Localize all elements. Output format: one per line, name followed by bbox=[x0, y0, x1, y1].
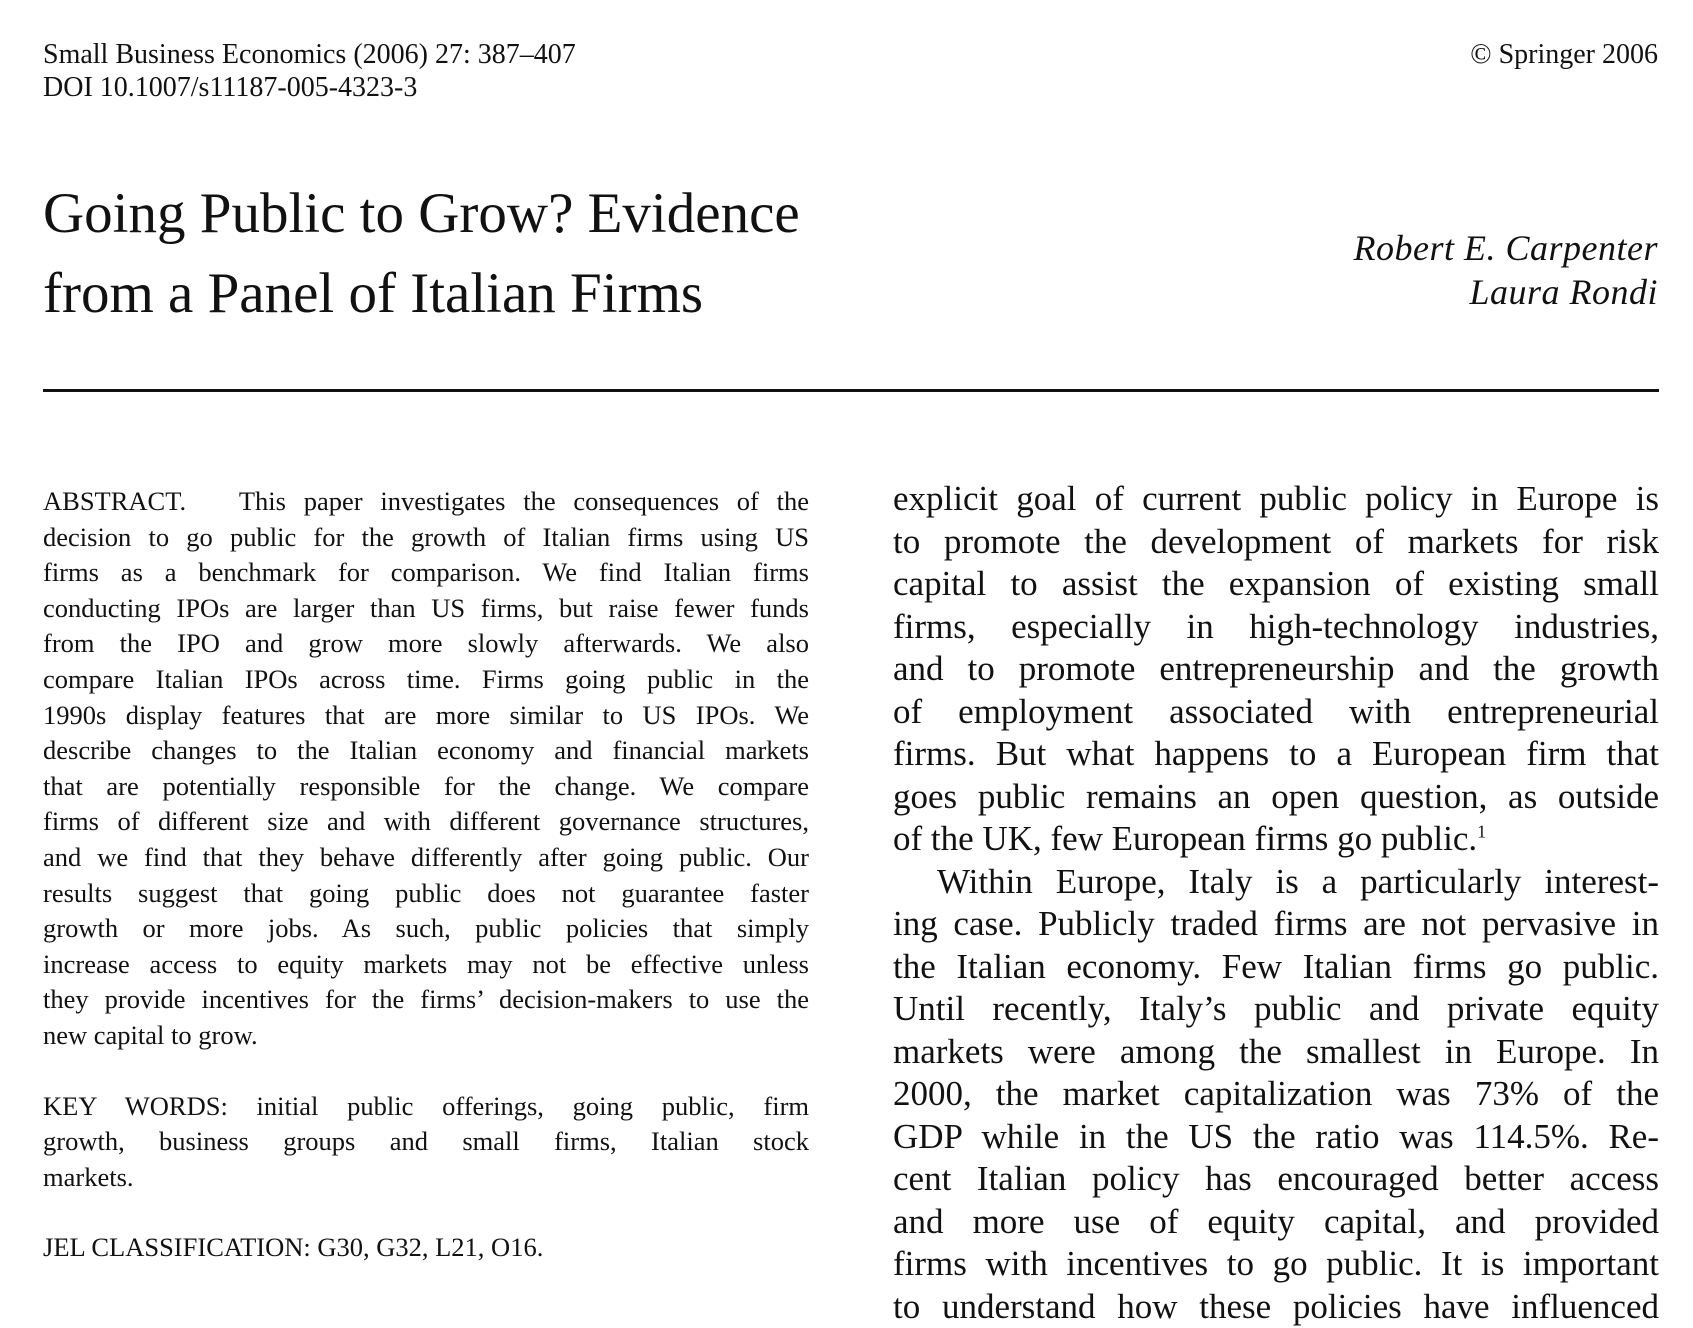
body-line: to promote the development of markets for risk bbox=[893, 521, 1659, 564]
body-line: ing case. Publicly traded firms are not pervasive in bbox=[893, 903, 1659, 946]
body-line: markets were among the smallest in Europe. In bbox=[893, 1031, 1659, 1074]
abstract-line: results suggest that going public does not guarantee faster bbox=[43, 876, 809, 912]
abstract bbox=[43, 484, 809, 1054]
abstract-line: and we find that they behave differently after going public. Our bbox=[43, 840, 809, 876]
title-line-2: from a Panel of Italian Firms bbox=[43, 254, 800, 334]
body-line: explicit goal of current public policy in Europe is bbox=[893, 478, 1659, 521]
copyright: © Springer 2006 bbox=[1470, 38, 1658, 71]
abstract-line: conducting IPOs are larger than US firms, but raise fewer funds bbox=[43, 591, 809, 627]
body-line: firms, especially in high-technology industries, bbox=[893, 606, 1659, 649]
abstract-line: decision to go public for the growth of Italian firms using US bbox=[43, 520, 809, 556]
body-line: and more use of equity capital, and provided bbox=[893, 1201, 1659, 1244]
doi: DOI 10.1007/s11187-005-4323-3 bbox=[43, 71, 576, 104]
body-line: goes public remains an open question, as outside bbox=[893, 776, 1659, 819]
title-line-1: Going Public to Grow? Evidence bbox=[43, 174, 800, 254]
abstract-line: compare Italian IPOs across time. Firms going public in the bbox=[43, 662, 809, 698]
right-column bbox=[893, 478, 1659, 1328]
body-line: 2000, the market capitalization was 73% of the bbox=[893, 1073, 1659, 1116]
abstract-line: increase access to equity markets may not be effective unless bbox=[43, 947, 809, 983]
keywords-line: markets. bbox=[43, 1160, 809, 1196]
journal-info bbox=[43, 38, 576, 104]
header-rule bbox=[43, 389, 1659, 392]
body-line: and to promote entrepreneurship and the growth bbox=[893, 648, 1659, 691]
jel-classification bbox=[43, 1230, 809, 1266]
abstract-line: from the IPO and grow more slowly afterwards. We also bbox=[43, 626, 809, 662]
body-line: GDP while in the US the ratio was 114.5%. Re- bbox=[893, 1116, 1659, 1159]
abstract-line: firms of different size and with different governance structures, bbox=[43, 804, 809, 840]
body-line: cent Italian policy has encouraged better access bbox=[893, 1158, 1659, 1201]
body-line: of the UK, few European firms go public.$^1$ bbox=[893, 818, 1659, 861]
keywords-line: growth, business groups and small firms, Italian stock bbox=[43, 1124, 809, 1160]
body-line: the Italian economy. Few Italian firms go public. bbox=[893, 946, 1659, 989]
body-line-cut: to understand how these policies have influenced bbox=[893, 1286, 1659, 1328]
abstract-line: that are potentially responsible for the change. We compare bbox=[43, 769, 809, 805]
keywords bbox=[43, 1089, 809, 1196]
journal-citation: Small Business Economics (2006) 27: 387–407 bbox=[43, 38, 576, 71]
keywords-line: KEY WORDS: initial public offerings, going public, firm bbox=[43, 1089, 809, 1125]
abstract-line: new capital to grow. bbox=[43, 1018, 809, 1054]
abstract-line: growth or more jobs. As such, public policies that simply bbox=[43, 911, 809, 947]
abstract-label: ABSTRACT. bbox=[43, 486, 186, 516]
abstract-line: they provide incentives for the firms’ decision-makers to use the bbox=[43, 982, 809, 1018]
footnote-marker[interactable]: 1 bbox=[1477, 821, 1486, 841]
body-paragraph-2 bbox=[893, 861, 1659, 1328]
body-line: capital to assist the expansion of existing small bbox=[893, 563, 1659, 606]
abstract-line: 1990s display features that are more similar to US IPOs. We bbox=[43, 698, 809, 734]
abstract-line: ABSTRACT. This paper investigates the consequences of the bbox=[43, 484, 809, 520]
abstract-line: describe changes to the Italian economy and financial markets bbox=[43, 733, 809, 769]
left-column bbox=[43, 484, 809, 1301]
authors bbox=[1354, 226, 1658, 314]
body-line: Until recently, Italy’s public and private equity bbox=[893, 988, 1659, 1031]
body-line: firms with incentives to go public. It is important bbox=[893, 1243, 1659, 1286]
paper-title bbox=[43, 174, 800, 334]
author-2: Laura Rondi bbox=[1354, 270, 1658, 314]
author-1: Robert E. Carpenter bbox=[1354, 226, 1658, 270]
body-paragraph-1 bbox=[893, 478, 1659, 861]
body-line: firms. But what happens to a European firm that bbox=[893, 733, 1659, 776]
jel-line: JEL CLASSIFICATION: G30, G32, L21, O16. bbox=[43, 1230, 809, 1266]
body-line: Within Europe, Italy is a particularly interest- bbox=[893, 861, 1659, 904]
body-line: of employment associated with entrepreneurial bbox=[893, 691, 1659, 734]
abstract-line: firms as a benchmark for comparison. We find Italian firms bbox=[43, 555, 809, 591]
